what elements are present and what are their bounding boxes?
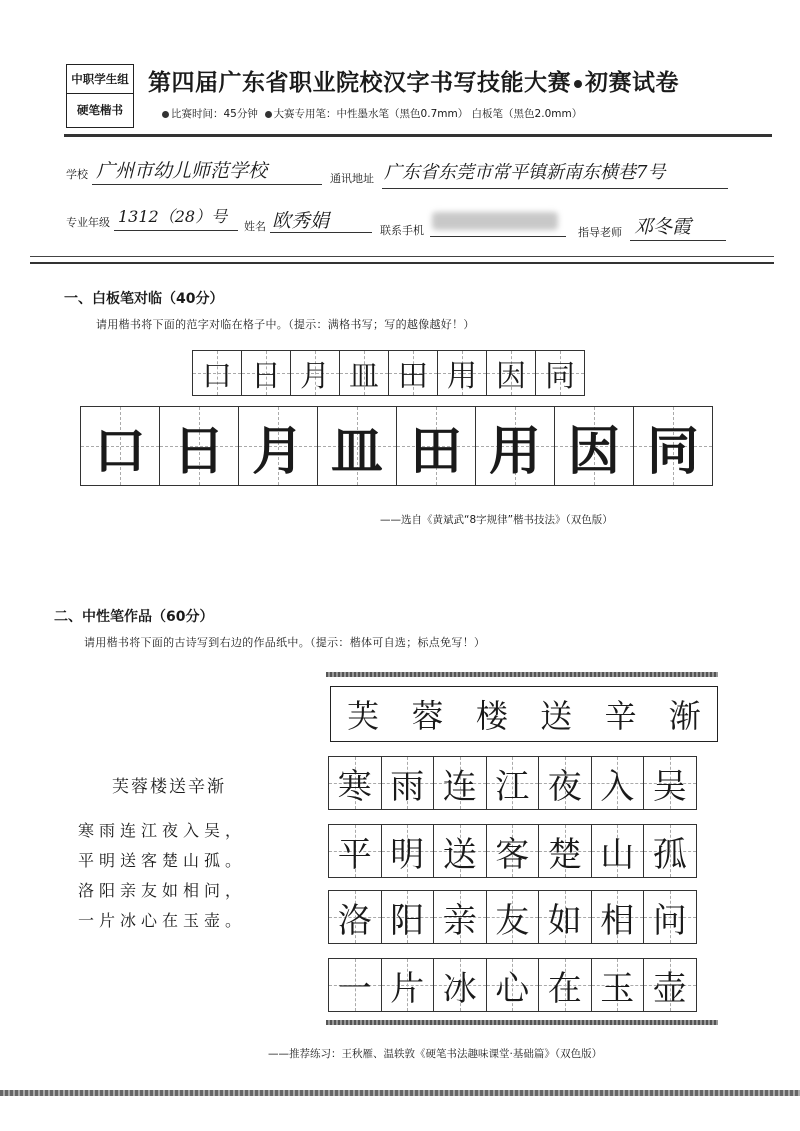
writing-cell[interactable]: 月 — [238, 406, 318, 486]
teacher-value[interactable]: 邓冬霞 — [634, 216, 692, 238]
bullet-icon — [265, 111, 272, 118]
model-char-cell: 同 — [535, 350, 585, 396]
sheet-row[interactable] — [328, 890, 696, 944]
sheet-cell[interactable]: 冰 — [433, 958, 487, 1012]
sheet-cell[interactable]: 明 — [381, 824, 435, 878]
sheet-cell[interactable]: 片 — [381, 958, 435, 1012]
time-label: 比赛时间：45分钟 — [171, 108, 258, 120]
sheet-cell[interactable]: 亲 — [433, 890, 487, 944]
section1-instruction: 请用楷书将下面的范字对临在格子中。（提示：满格书写；写的越像越好！） — [96, 318, 475, 331]
sheet-cell[interactable]: 在 — [538, 958, 592, 1012]
sheet-title-char: 蓉 — [411, 697, 444, 735]
poem-line: 洛阳亲友如相问， — [78, 881, 247, 900]
form-divider — [30, 256, 774, 257]
name-label: 姓名 — [244, 220, 266, 233]
model-char-cell: 因 — [486, 350, 536, 396]
category-label: 硬笔楷书 — [77, 103, 123, 117]
sheet-title-char: 楼 — [475, 697, 508, 735]
sheet-cell[interactable]: 送 — [433, 824, 487, 878]
sheet-cell[interactable]: 阳 — [381, 890, 435, 944]
sheet-row[interactable] — [328, 756, 696, 810]
section2-credit: ——推荐练习：王秋雁、温轶敦《硬笔书法趣味课堂·基础篇》（双色版） — [268, 1048, 603, 1060]
sheet-cell[interactable]: 玉 — [591, 958, 645, 1012]
writing-cell[interactable]: 因 — [554, 406, 634, 486]
address-label: 通讯地址 — [330, 172, 374, 185]
model-grid — [192, 350, 584, 396]
title-main: 第四届广东省职业院校汉字书写技能大赛 — [148, 70, 571, 96]
sheet-cell[interactable]: 山 — [591, 824, 645, 878]
sheet-cell[interactable]: 一 — [328, 958, 382, 1012]
sheet-cell[interactable]: 入 — [591, 756, 645, 810]
poem-line: 寒雨连江夜入吴， — [78, 821, 247, 840]
sheet-cell[interactable]: 客 — [486, 824, 540, 878]
section1-credit: ——选自《黄斌武“8字规律”楷书技法》（双色版） — [380, 514, 613, 526]
sheet-cell[interactable]: 吴 — [643, 756, 697, 810]
sheet-cell[interactable]: 洛 — [328, 890, 382, 944]
sheet-cell[interactable]: 楚 — [538, 824, 592, 878]
sheet-row[interactable] — [328, 958, 696, 1012]
writing-cell[interactable]: 皿 — [317, 406, 397, 486]
phone-label: 联系手机 — [380, 224, 424, 237]
sheet-cell[interactable]: 平 — [328, 824, 382, 878]
school-label: 学校 — [66, 168, 88, 181]
exam-info — [162, 106, 582, 121]
teacher-label: 指导老师 — [578, 226, 622, 239]
title-suffix: 初赛试卷 — [585, 70, 679, 96]
group-label: 中职学生组 — [67, 65, 133, 94]
teacher-underline — [630, 240, 726, 241]
sheet-title-char: 辛 — [604, 697, 637, 735]
name-value[interactable]: 欧秀娟 — [272, 210, 330, 232]
writing-cell[interactable]: 同 — [633, 406, 713, 486]
sheet-bottom-border — [326, 1020, 718, 1025]
sheet-top-border — [326, 672, 718, 677]
grade-label: 专业年级 — [66, 216, 110, 229]
school-underline — [92, 184, 322, 185]
model-char-cell: 口 — [192, 350, 242, 396]
writing-cell[interactable]: 田 — [396, 406, 476, 486]
writing-grid[interactable] — [80, 406, 712, 486]
bullet-icon — [162, 111, 169, 118]
model-char-cell: 皿 — [339, 350, 389, 396]
phone-underline — [430, 236, 566, 237]
sheet-cell[interactable]: 如 — [538, 890, 592, 944]
address-underline — [382, 188, 728, 189]
sheet-title-box[interactable] — [330, 686, 718, 742]
model-char-cell: 月 — [290, 350, 340, 396]
form-divider-thick — [30, 262, 774, 264]
section2-title: 二、中性笔作品（60分） — [54, 609, 214, 625]
header-divider — [64, 134, 772, 137]
bullet-icon — [574, 80, 582, 88]
writing-cell[interactable]: 口 — [80, 406, 160, 486]
section1-title: 一、白板笔对临（40分） — [64, 291, 224, 307]
page-title — [148, 64, 679, 97]
sheet-cell[interactable]: 夜 — [538, 756, 592, 810]
grade-value[interactable]: 1312（28）号 — [118, 207, 228, 226]
sheet-title-char: 送 — [540, 697, 573, 735]
sheet-cell[interactable]: 寒 — [328, 756, 382, 810]
sheet-cell[interactable]: 心 — [486, 958, 540, 1012]
school-value[interactable]: 广州市幼儿师范学校 — [96, 160, 268, 182]
sheet-cell[interactable]: 壶 — [643, 958, 697, 1012]
writing-cell[interactable]: 日 — [159, 406, 239, 486]
sheet-cell[interactable]: 相 — [591, 890, 645, 944]
group-box — [66, 64, 134, 128]
sheet-title-char: 芙 — [347, 697, 380, 735]
poem-line: 平明送客楚山孤。 — [78, 851, 247, 870]
page-footer-border — [0, 1090, 800, 1096]
sheet-cell[interactable]: 孤 — [643, 824, 697, 878]
name-underline — [270, 232, 372, 233]
section2-instruction: 请用楷书将下面的古诗写到右边的作品纸中。（提示：楷体可自选；标点免写！） — [84, 636, 486, 649]
writing-cell[interactable]: 用 — [475, 406, 555, 486]
sheet-title-char: 渐 — [668, 697, 701, 735]
sheet-cell[interactable]: 友 — [486, 890, 540, 944]
poem-line: 一片冰心在玉壶。 — [78, 911, 247, 930]
sheet-cell[interactable]: 连 — [433, 756, 487, 810]
poem-title: 芙蓉楼送辛渐 — [112, 777, 226, 797]
grade-underline — [114, 230, 238, 231]
sheet-cell[interactable]: 江 — [486, 756, 540, 810]
address-value[interactable]: 广东省东莞市常平镇新南东横巷7号 — [384, 162, 666, 183]
sheet-cell[interactable]: 问 — [643, 890, 697, 944]
model-char-cell: 用 — [437, 350, 487, 396]
sheet-row[interactable] — [328, 824, 696, 878]
pen-label: 大赛专用笔：中性墨水笔（黑色0.7mm） 白板笔（黑色2.0mm） — [273, 108, 583, 120]
sheet-cell[interactable]: 雨 — [381, 756, 435, 810]
model-char-cell: 日 — [241, 350, 291, 396]
phone-value-redacted — [432, 212, 558, 230]
model-char-cell: 田 — [388, 350, 438, 396]
